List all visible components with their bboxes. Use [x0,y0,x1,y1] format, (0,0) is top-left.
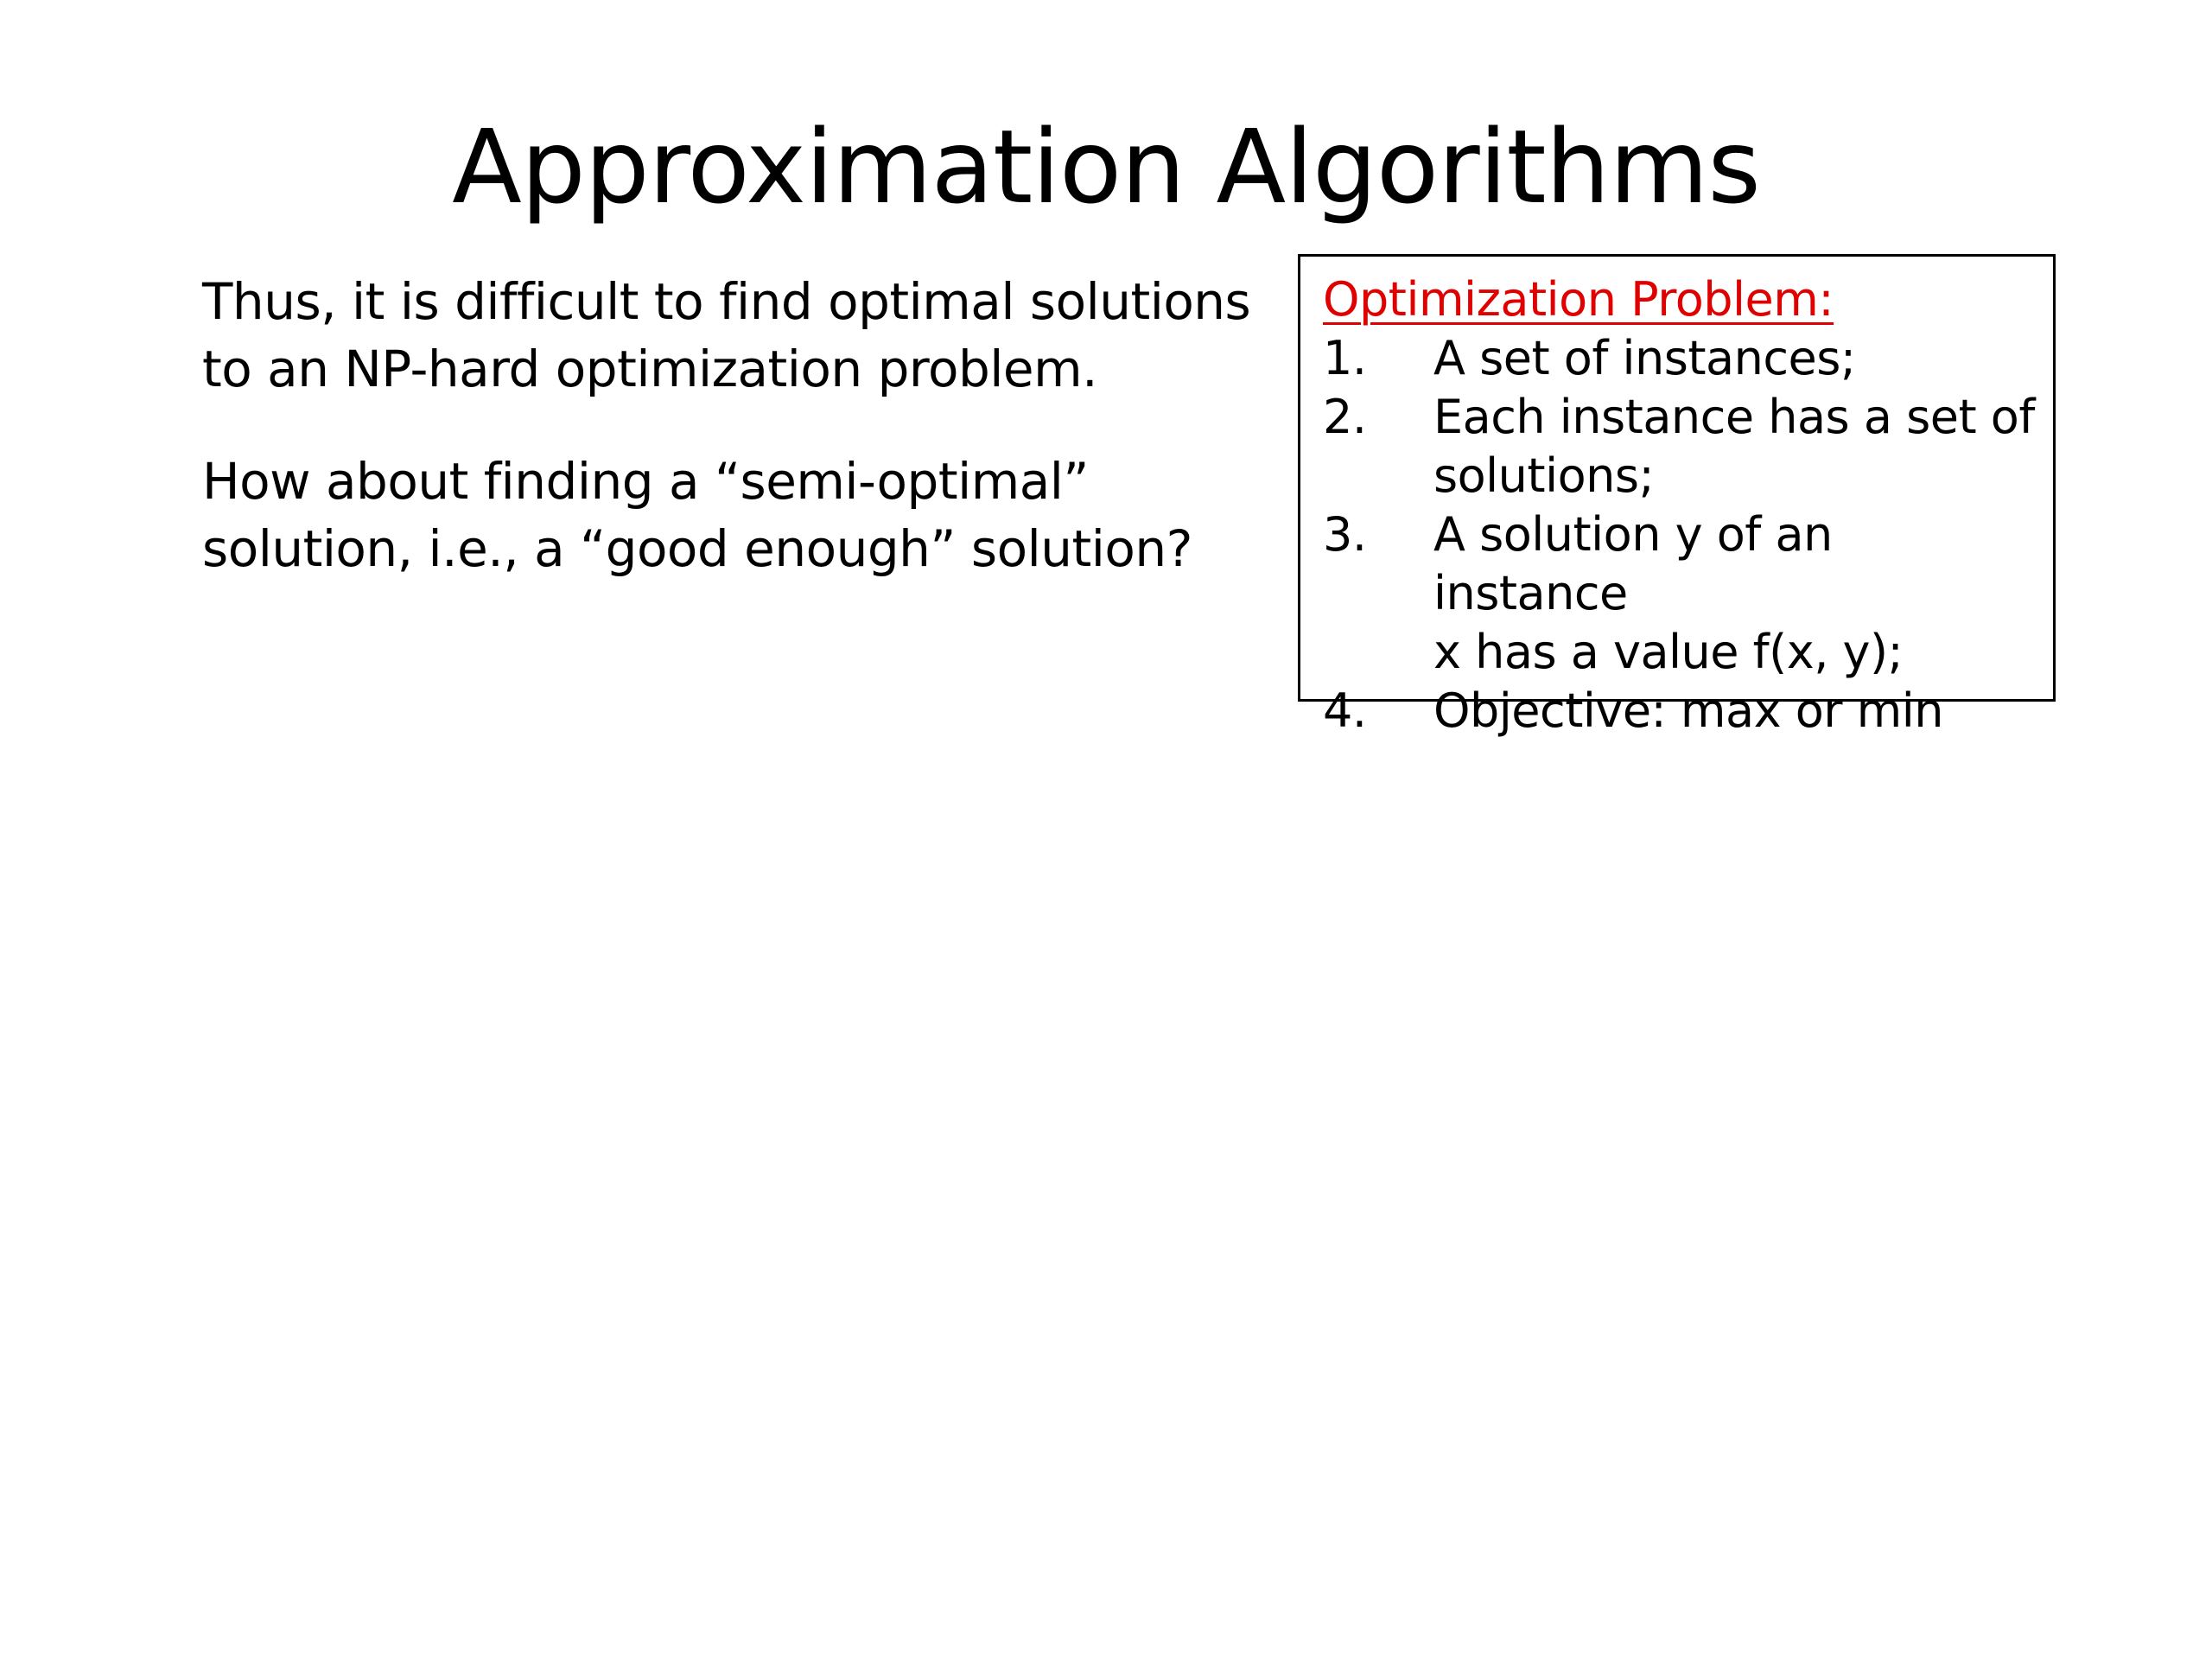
list-number: 1. [1323,331,1367,385]
list-line: Objective: max or min [1433,683,1943,738]
paragraph-difficulty [202,268,1282,403]
list-item [1323,329,2036,388]
list-number: 3. [1323,507,1367,562]
list-text [1433,505,2036,682]
list-line: x has a value f(x, y); [1433,625,1904,679]
paragraph-semi-optimal [202,448,1282,582]
list-line: A solution y of an instance [1433,507,1833,620]
list-item [1323,388,2036,505]
paragraph-line: Thus, it is difficult to find optimal solutions [202,272,1251,331]
slide-title: Approximation Algorithms [452,107,1760,226]
paragraph-line: solution, i.e., a “good enough” solution? [202,519,1192,578]
paragraph-line: to an NP-hard optimization problem. [202,340,1098,398]
list-item [1323,682,2036,741]
list-item [1323,505,2036,682]
list-line: Each instance has a set of [1433,390,2035,444]
list-text [1433,682,2036,741]
paragraph-line: How about finding a “semi-optimal” [202,452,1089,511]
box-title: Optimization Problem: [1323,272,1834,327]
optimization-problem-box [1298,254,2056,738]
list-line: A set of instances; [1433,331,1856,385]
list-number: 2. [1323,390,1367,444]
list-text [1433,388,2036,505]
list-line: solutions; [1433,448,1655,503]
list-text [1433,329,2036,388]
list-number: 4. [1323,683,1367,738]
left-text-column [202,268,1282,627]
